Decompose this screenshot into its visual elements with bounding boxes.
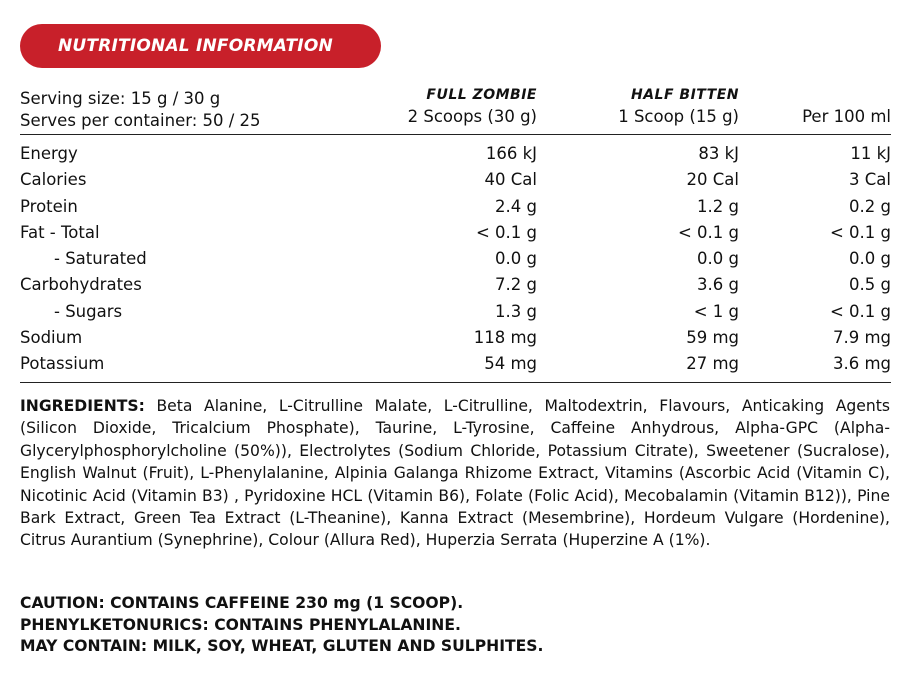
column-label: Per 100 ml [802,107,891,126]
nutrient-value: 0.0 g [697,249,739,269]
nutrient-value: 40 Cal [484,170,537,190]
serves-per-container: Serves per container: 50 / 25 [20,111,261,130]
nutrient-value: < 0.1 g [829,222,891,242]
nutrition-panel [20,86,891,383]
nutrient-value: 3.6 mg [832,354,891,374]
nutrient-value: 83 kJ [698,144,739,163]
header-title: NUTRITIONAL INFORMATION [58,36,333,56]
nutrient-value: 54 mg [484,354,537,374]
nutrient-label: Fat - Total [20,222,100,242]
nutrient-label: Potassium [20,354,105,374]
nutrient-value: 166 kJ [485,144,537,163]
nutrient-value: 0.0 g [849,249,891,269]
nutrient-label: Calories [20,170,87,190]
table-row [20,141,891,167]
column-label: 1 Scoop (15 g) [618,107,739,126]
nutrient-value: 0.0 g [495,249,537,269]
nutrition-table [20,135,891,382]
table-row [20,220,891,246]
nutrient-value: 3 Cal [849,170,891,190]
serving-info [20,88,261,132]
nutrient-value: 7.9 mg [832,328,891,348]
column-brand: FULL ZOMBIE [426,87,537,103]
nutrient-value: 0.5 g [849,275,891,295]
column-header-full-zombie [408,86,537,128]
serving-header [20,86,891,134]
ingredients-paragraph [20,395,890,552]
warnings-block [20,593,890,658]
ingredients-text: Beta Alanine, L-Citrulline Malate, L-Citrulline, Maltodextrin, Flavours, Anticaking Agents (Silicon Dioxide, Tricalcium Phosphate), Taurine, L-Tyrosine, Caffeine Anhydrous, Alpha-GPC (Alpha-Glycerylphosphorylcholine (50%)), Electrolytes (Sodium Chloride, Potassium Citrate), Sweetener (Sucralose), English Walnut (Fruit), L-Phenylalanine, Alpinia Galanga Rhizome Extract, Vitamins (Ascorbic Acid (Vitamin C), Nicotinic Acid (Vitamin B3) , Pyridoxine HCL (Vitamin B6), Folate (Folic Acid), Mecobalamin (Vitamin B12)), Pine Bark Extract, Green Tea Extract (L-Theanine), Kanna Extract (Mesembrine), Hordeum Vulgare (Hordenine), Citrus Aurantium (Synephrine), Colour (Allura Red), Huperzia Serrata (Huperzine A (1%). [20,397,890,550]
column-header-half-bitten [618,86,739,128]
phenylketonurics-warning: PHENYLKETONURICS: CONTAINS PHENYLALANINE. [20,615,461,634]
ingredients-heading: INGREDIENTS: [20,397,145,415]
nutrient-label: - Sugars [54,301,123,321]
nutrient-value: 1.3 g [495,301,537,321]
column-brand [802,86,891,104]
nutrient-value: 27 mg [686,354,739,374]
column-label: 2 Scoops (30 g) [407,107,537,126]
allergen-warning: MAY CONTAIN: MILK, SOY, WHEAT, GLUTEN AND SULPHITES. [20,637,544,655]
nutrient-value: 59 mg [686,328,739,348]
caution-caffeine: CAUTION: CONTAINS CAFFEINE 230 mg (1 SCOOP). [20,594,464,612]
table-row [20,194,891,220]
header-banner [20,24,381,68]
nutrient-value: 118 mg [473,328,537,348]
nutrient-value: 1.2 g [697,196,739,216]
nutrient-value: 0.2 g [849,196,891,216]
nutrient-value: < 1 g [693,301,739,321]
table-row [20,351,891,377]
column-brand: HALF BITTEN [631,87,739,103]
nutrient-value: < 0.1 g [829,301,891,321]
divider-bottom [20,382,891,383]
table-row [20,299,891,325]
nutrient-value: 11 kJ [850,144,891,163]
nutrient-value: < 0.1 g [677,222,739,242]
nutrient-label: Protein [20,196,78,216]
nutrient-value: 7.2 g [495,275,537,295]
nutrient-value: 3.6 g [697,275,739,295]
nutrient-label: Carbohydrates [20,275,142,295]
table-row [20,246,891,272]
table-row [20,325,891,351]
nutrient-label: - Saturated [54,249,147,269]
nutrient-label: Sodium [20,328,83,348]
nutrient-value: 20 Cal [686,170,739,190]
column-header-per-100ml [802,86,891,128]
nutrient-value: 2.4 g [495,196,537,216]
nutrient-value: < 0.1 g [475,222,537,242]
table-row [20,167,891,193]
table-row [20,272,891,298]
nutrient-label: Energy [20,144,78,163]
serving-size: Serving size: 15 g / 30 g [20,89,221,108]
